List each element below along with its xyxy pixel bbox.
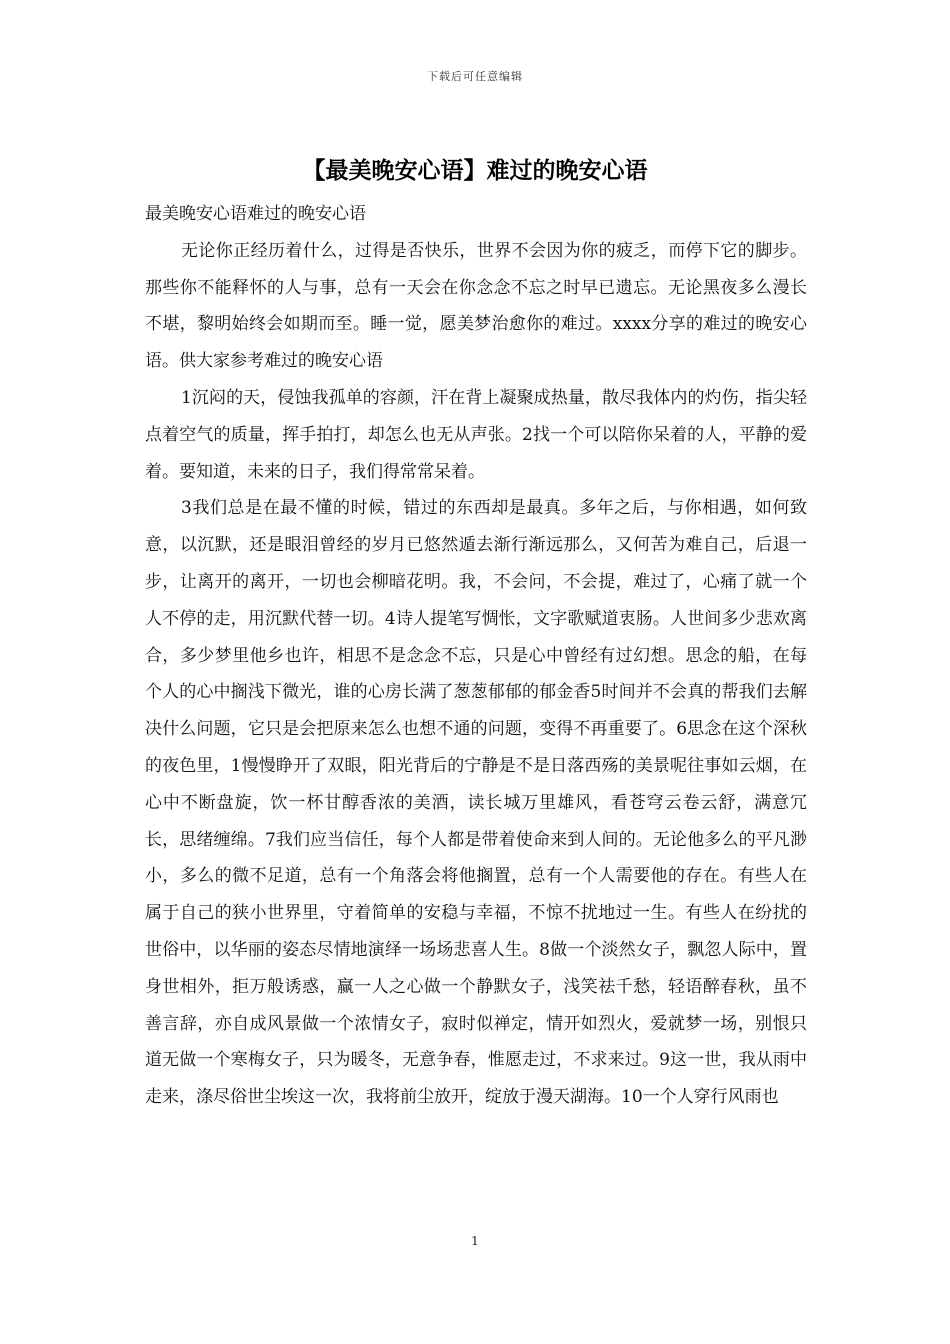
document-body <box>145 196 807 1116</box>
page-header-note: 下载后可任意编辑 <box>427 70 523 83</box>
document-subtitle: 最美晚安心语难过的晚安心语 <box>145 204 366 224</box>
body-paragraph-1: 无论你正经历着什么，过得是否快乐，世界不会因为你的疲乏，而停下它的脚步。那些你不能释怀的人与事，总有一天会在你念念不忘之时早已遗忘。无论黑夜多么漫长不堪，黎明始终会如期而至。睡一觉，愿美梦治愈你的难过。xxxx分享的难过的晚安心语。供大家参考难过的晚安心语 <box>145 240 807 372</box>
document-title: 【最美晚安心语】难过的晚安心语 <box>302 157 648 184</box>
page-number: 1 <box>471 1234 479 1248</box>
body-paragraph-3: 3我们总是在最不懂的时候，错过的东西却是最真。多年之后，与你相遇，如何致意，以沉默，还是眼泪曾经的岁月已悠然遁去渐行渐远那么，又何苦为难自己，后退一步，让离开的离开，一切也会柳暗花明。我，不会问，不会提，难过了，心痛了就一个人不停的走，用沉默代替一切。4诗人提笔写惆怅，文字歌赋道衷肠。人世间多少悲欢离合，多少梦里他乡也许，相思不是念念不忘，只是心中曾经有过幻想。思念的船，在每个人的心中搁浅下微光，谁的心房长满了葱葱郁郁的郁金香5时间并不会真的帮我们去解决什么问题，它只是会把原来怎么也想不通的问题，变得不再重要了。6思念在这个深秋的夜色里，1慢慢睁开了双眼，阳光背后的宁静是不是日落西殇的美景呢往事如云烟，在心中不断盘旋，饮一杯甘醇香浓的美酒，读长城万里雄风，看苍穹云卷云舒，满意冗长，思绪缠绵。7我们应当信任，每个人都是带着使命来到人间的。无论他多么的平凡渺小，多么的微不足道，总有一个角落会将他搁置，总有一个人需要他的存在。有些人在属于自己的狭小世界里，守着简单的安稳与幸福，不惊不扰地过一生。有些人在纷扰的世俗中，以华丽的姿态尽情地演绎一场场悲喜人生。8做一个淡然女子，飘忽人际中，置身世相外，拒万般诱惑，赢一人之心做一个静默女子，浅笑祛千愁，轻语醉春秋，虽不善言辞，亦自成风景做一个浓情女子，寂时似禅定，情开如烈火，爱就梦一场，别恨只道无做一个寒梅女子，只为暖冬，无意争春，惟愿走过，不求来过。9这一世，我从雨中走来，涤尽俗世尘埃这一次，我将前尘放开，绽放于漫天湖海。10一个人穿行风雨也 <box>145 498 807 1108</box>
body-paragraph-2: 1沉闷的天，侵蚀我孤单的容颜，汗在背上凝聚成热量，散尽我体内的灼伤，指尖轻点着空气的质量，挥手拍打，却怎么也无从声张。2找一个可以陪你呆着的人，平静的爱着。要知道，未来的日子，我们得常常呆着。 <box>145 387 807 482</box>
